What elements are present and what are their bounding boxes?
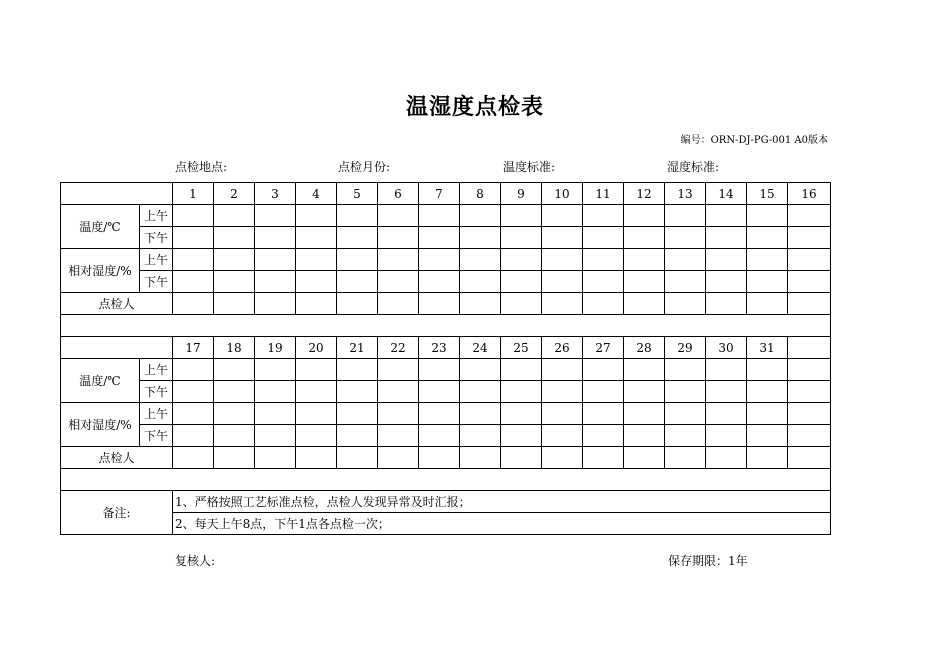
entry-cell[interactable] <box>214 271 255 293</box>
entry-cell[interactable] <box>378 249 419 271</box>
temperature-am-row <box>61 359 831 381</box>
entry-cell[interactable] <box>583 249 624 271</box>
document-code: 编号：ORN-DJ-PG-001 A0版本 <box>680 135 828 146</box>
entry-cell[interactable] <box>747 359 788 381</box>
entry-cell[interactable] <box>173 293 214 315</box>
entry-cell[interactable] <box>460 359 501 381</box>
day-header-row <box>61 337 831 359</box>
entry-cell[interactable] <box>337 359 378 381</box>
entry-cell[interactable] <box>296 403 337 425</box>
entry-cell[interactable] <box>706 447 747 469</box>
day-number-cell: 8 <box>460 183 501 205</box>
entry-cell[interactable] <box>296 227 337 249</box>
entry-cell[interactable] <box>255 227 296 249</box>
entry-cell[interactable] <box>255 359 296 381</box>
day-number-cell: 10 <box>542 183 583 205</box>
spacer-cell <box>61 469 831 491</box>
entry-cell[interactable] <box>542 249 583 271</box>
day-number-cell: 20 <box>296 337 337 359</box>
entry-cell[interactable] <box>747 205 788 227</box>
inspection-table <box>60 182 831 535</box>
entry-cell[interactable] <box>378 293 419 315</box>
entry-cell[interactable] <box>501 227 542 249</box>
day-number-cell: 30 <box>706 337 747 359</box>
entry-cell[interactable] <box>173 447 214 469</box>
entry-cell[interactable] <box>337 381 378 403</box>
entry-cell[interactable] <box>501 205 542 227</box>
day-header-row <box>61 183 831 205</box>
entry-cell[interactable] <box>747 271 788 293</box>
entry-cell[interactable] <box>788 425 831 447</box>
entry-cell[interactable] <box>665 271 706 293</box>
entry-cell[interactable] <box>419 381 460 403</box>
entry-cell[interactable] <box>173 359 214 381</box>
entry-cell[interactable] <box>665 425 706 447</box>
am-shift-label: 上午 <box>140 359 173 381</box>
entry-cell[interactable] <box>788 447 831 469</box>
day-number-cell: 13 <box>665 183 706 205</box>
entry-cell[interactable] <box>460 403 501 425</box>
page-title: 温湿度点检表 <box>405 94 544 120</box>
entry-cell[interactable] <box>706 205 747 227</box>
entry-cell[interactable] <box>665 447 706 469</box>
day-number-cell: 17 <box>173 337 214 359</box>
entry-cell[interactable] <box>583 381 624 403</box>
entry-cell[interactable] <box>460 293 501 315</box>
entry-cell[interactable] <box>296 425 337 447</box>
location-label: 点检地点: <box>175 160 228 174</box>
entry-cell[interactable] <box>296 249 337 271</box>
entry-cell[interactable] <box>788 403 831 425</box>
entry-cell[interactable] <box>214 205 255 227</box>
entry-cell[interactable] <box>337 403 378 425</box>
entry-cell[interactable] <box>624 447 665 469</box>
entry-cell[interactable] <box>624 205 665 227</box>
entry-cell[interactable] <box>788 293 831 315</box>
entry-cell[interactable] <box>706 293 747 315</box>
entry-cell[interactable] <box>214 381 255 403</box>
am-shift-label: 上午 <box>140 205 173 227</box>
entry-cell[interactable] <box>624 227 665 249</box>
entry-cell[interactable] <box>255 403 296 425</box>
day-number-cell: 18 <box>214 337 255 359</box>
entry-cell[interactable] <box>788 249 831 271</box>
remarks-row-1 <box>61 491 831 513</box>
remark-line-1: 1、严格按照工艺标准点检，点检人发现异常及时汇报； <box>173 491 831 513</box>
am-shift-label: 上午 <box>140 249 173 271</box>
entry-cell[interactable] <box>460 381 501 403</box>
temperature-pm-row <box>61 227 831 249</box>
day-number-cell: 11 <box>583 183 624 205</box>
inspector-label: 点检人 <box>61 293 173 315</box>
entry-cell[interactable] <box>747 249 788 271</box>
entry-cell[interactable] <box>214 249 255 271</box>
entry-cell[interactable] <box>706 425 747 447</box>
humidity-am-row <box>61 403 831 425</box>
entry-cell[interactable] <box>296 359 337 381</box>
entry-cell[interactable] <box>665 293 706 315</box>
entry-cell[interactable] <box>214 403 255 425</box>
day-number-cell: 5 <box>337 183 378 205</box>
entry-cell[interactable] <box>337 227 378 249</box>
day-number-cell: 19 <box>255 337 296 359</box>
day-number-cell: 24 <box>460 337 501 359</box>
pm-shift-label: 下午 <box>140 425 173 447</box>
day-number-cell: 26 <box>542 337 583 359</box>
entry-cell[interactable] <box>460 205 501 227</box>
entry-cell[interactable] <box>214 425 255 447</box>
entry-cell[interactable] <box>214 447 255 469</box>
entry-cell[interactable] <box>173 271 214 293</box>
spacer-row <box>61 315 831 337</box>
temperature-label: 温度/℃ <box>61 359 140 403</box>
remarks-label: 备注: <box>61 491 173 535</box>
entry-cell[interactable] <box>542 205 583 227</box>
entry-cell[interactable] <box>706 227 747 249</box>
entry-cell[interactable] <box>337 447 378 469</box>
entry-cell[interactable] <box>296 293 337 315</box>
entry-cell[interactable] <box>419 293 460 315</box>
entry-cell[interactable] <box>419 359 460 381</box>
remarks-row-2 <box>61 513 831 535</box>
entry-cell[interactable] <box>460 271 501 293</box>
entry-cell[interactable] <box>419 227 460 249</box>
entry-cell[interactable] <box>337 249 378 271</box>
entry-cell[interactable] <box>501 403 542 425</box>
entry-cell[interactable] <box>460 227 501 249</box>
entry-cell[interactable] <box>173 205 214 227</box>
entry-cell[interactable] <box>788 359 831 381</box>
entry-cell[interactable] <box>501 249 542 271</box>
entry-cell[interactable] <box>665 249 706 271</box>
day-number-cell: 12 <box>624 183 665 205</box>
pm-shift-label: 下午 <box>140 381 173 403</box>
am-shift-label: 上午 <box>140 403 173 425</box>
entry-cell[interactable] <box>296 271 337 293</box>
entry-cell[interactable] <box>747 447 788 469</box>
entry-cell[interactable] <box>337 271 378 293</box>
humidity-standard-label: 湿度标准: <box>667 160 720 174</box>
entry-cell[interactable] <box>747 227 788 249</box>
entry-cell[interactable] <box>542 403 583 425</box>
entry-cell[interactable] <box>583 227 624 249</box>
entry-cell[interactable] <box>255 205 296 227</box>
entry-cell[interactable] <box>296 381 337 403</box>
day-number-cell: 16 <box>788 183 831 205</box>
spacer-cell <box>61 315 831 337</box>
entry-cell[interactable] <box>255 425 296 447</box>
day-number-cell: 7 <box>419 183 460 205</box>
entry-cell[interactable] <box>583 403 624 425</box>
entry-cell[interactable] <box>501 381 542 403</box>
spacer-row <box>61 469 831 491</box>
entry-cell[interactable] <box>542 381 583 403</box>
entry-cell[interactable] <box>214 227 255 249</box>
temperature-am-row <box>61 205 831 227</box>
entry-cell[interactable] <box>583 447 624 469</box>
entry-cell[interactable] <box>788 271 831 293</box>
entry-cell[interactable] <box>583 425 624 447</box>
entry-cell[interactable] <box>255 381 296 403</box>
entry-cell[interactable] <box>665 227 706 249</box>
entry-cell[interactable] <box>624 359 665 381</box>
entry-cell[interactable] <box>788 205 831 227</box>
entry-cell[interactable] <box>419 205 460 227</box>
day-number-cell: 21 <box>337 337 378 359</box>
entry-cell[interactable] <box>542 271 583 293</box>
pm-shift-label: 下午 <box>140 227 173 249</box>
day-number-cell: 27 <box>583 337 624 359</box>
header-blank-cell <box>61 337 173 359</box>
entry-cell[interactable] <box>706 271 747 293</box>
entry-cell[interactable] <box>460 447 501 469</box>
humidity-label: 相对湿度/% <box>61 249 140 293</box>
entry-cell[interactable] <box>747 381 788 403</box>
entry-cell[interactable] <box>378 403 419 425</box>
day-number-cell: 31 <box>747 337 788 359</box>
entry-cell[interactable] <box>665 381 706 403</box>
entry-cell[interactable] <box>378 271 419 293</box>
day-number-cell: 3 <box>255 183 296 205</box>
entry-cell[interactable] <box>542 293 583 315</box>
entry-cell[interactable] <box>501 359 542 381</box>
temperature-pm-row <box>61 381 831 403</box>
entry-cell[interactable] <box>706 381 747 403</box>
entry-cell[interactable] <box>501 425 542 447</box>
day-number-cell: 1 <box>173 183 214 205</box>
humidity-am-row <box>61 249 831 271</box>
retention-period-label: 保存期限：1年 <box>668 554 748 568</box>
entry-cell[interactable] <box>624 293 665 315</box>
entry-cell[interactable] <box>747 293 788 315</box>
month-label: 点检月份: <box>338 160 391 174</box>
entry-cell[interactable] <box>378 227 419 249</box>
entry-cell[interactable] <box>337 293 378 315</box>
entry-cell[interactable] <box>419 447 460 469</box>
entry-cell[interactable] <box>173 403 214 425</box>
entry-cell[interactable] <box>378 425 419 447</box>
entry-cell[interactable] <box>583 271 624 293</box>
entry-cell[interactable] <box>583 205 624 227</box>
entry-cell[interactable] <box>665 205 706 227</box>
entry-cell[interactable] <box>419 425 460 447</box>
day-number-cell: 9 <box>501 183 542 205</box>
entry-cell[interactable] <box>788 227 831 249</box>
entry-cell[interactable] <box>296 447 337 469</box>
remark-line-2: 2、每天上午8点，下午1点各点检一次； <box>173 513 831 535</box>
entry-cell[interactable] <box>214 293 255 315</box>
entry-cell[interactable] <box>542 425 583 447</box>
entry-cell[interactable] <box>501 293 542 315</box>
temperature-label: 温度/℃ <box>61 205 140 249</box>
reviewer-label: 复核人: <box>175 554 216 568</box>
inspector-label: 点检人 <box>61 447 173 469</box>
entry-cell[interactable] <box>665 403 706 425</box>
entry-cell[interactable] <box>460 249 501 271</box>
entry-cell[interactable] <box>542 447 583 469</box>
entry-cell[interactable] <box>583 293 624 315</box>
day-number-cell <box>788 337 831 359</box>
entry-cell[interactable] <box>419 403 460 425</box>
day-number-cell: 23 <box>419 337 460 359</box>
entry-cell[interactable] <box>624 381 665 403</box>
entry-cell[interactable] <box>665 359 706 381</box>
entry-cell[interactable] <box>255 447 296 469</box>
entry-cell[interactable] <box>378 205 419 227</box>
entry-cell[interactable] <box>173 425 214 447</box>
entry-cell[interactable] <box>706 249 747 271</box>
humidity-pm-row <box>61 271 831 293</box>
entry-cell[interactable] <box>624 403 665 425</box>
entry-cell[interactable] <box>255 293 296 315</box>
entry-cell[interactable] <box>337 425 378 447</box>
entry-cell[interactable] <box>501 271 542 293</box>
entry-cell[interactable] <box>214 359 255 381</box>
entry-cell[interactable] <box>624 271 665 293</box>
entry-cell[interactable] <box>583 359 624 381</box>
entry-cell[interactable] <box>296 205 337 227</box>
day-number-cell: 14 <box>706 183 747 205</box>
header-blank-cell <box>61 183 173 205</box>
entry-cell[interactable] <box>788 381 831 403</box>
day-number-cell: 25 <box>501 337 542 359</box>
pm-shift-label: 下午 <box>140 271 173 293</box>
entry-cell[interactable] <box>173 227 214 249</box>
entry-cell[interactable] <box>419 271 460 293</box>
entry-cell[interactable] <box>706 359 747 381</box>
entry-cell[interactable] <box>501 447 542 469</box>
humidity-label: 相对湿度/% <box>61 403 140 447</box>
inspector-row <box>61 447 831 469</box>
entry-cell[interactable] <box>460 425 501 447</box>
day-number-cell: 29 <box>665 337 706 359</box>
entry-cell[interactable] <box>542 359 583 381</box>
day-number-cell: 4 <box>296 183 337 205</box>
entry-cell[interactable] <box>173 249 214 271</box>
entry-cell[interactable] <box>419 249 460 271</box>
day-number-cell: 28 <box>624 337 665 359</box>
entry-cell[interactable] <box>542 227 583 249</box>
entry-cell[interactable] <box>706 403 747 425</box>
day-number-cell: 2 <box>214 183 255 205</box>
entry-cell[interactable] <box>255 271 296 293</box>
entry-cell[interactable] <box>378 447 419 469</box>
entry-cell[interactable] <box>378 381 419 403</box>
entry-cell[interactable] <box>337 205 378 227</box>
humidity-pm-row <box>61 425 831 447</box>
day-number-cell: 6 <box>378 183 419 205</box>
entry-cell[interactable] <box>624 249 665 271</box>
entry-cell[interactable] <box>378 359 419 381</box>
entry-cell[interactable] <box>747 425 788 447</box>
entry-cell[interactable] <box>255 249 296 271</box>
temperature-standard-label: 温度标准: <box>503 160 556 174</box>
entry-cell[interactable] <box>747 403 788 425</box>
entry-cell[interactable] <box>624 425 665 447</box>
day-number-cell: 15 <box>747 183 788 205</box>
inspector-row <box>61 293 831 315</box>
day-number-cell: 22 <box>378 337 419 359</box>
entry-cell[interactable] <box>173 381 214 403</box>
